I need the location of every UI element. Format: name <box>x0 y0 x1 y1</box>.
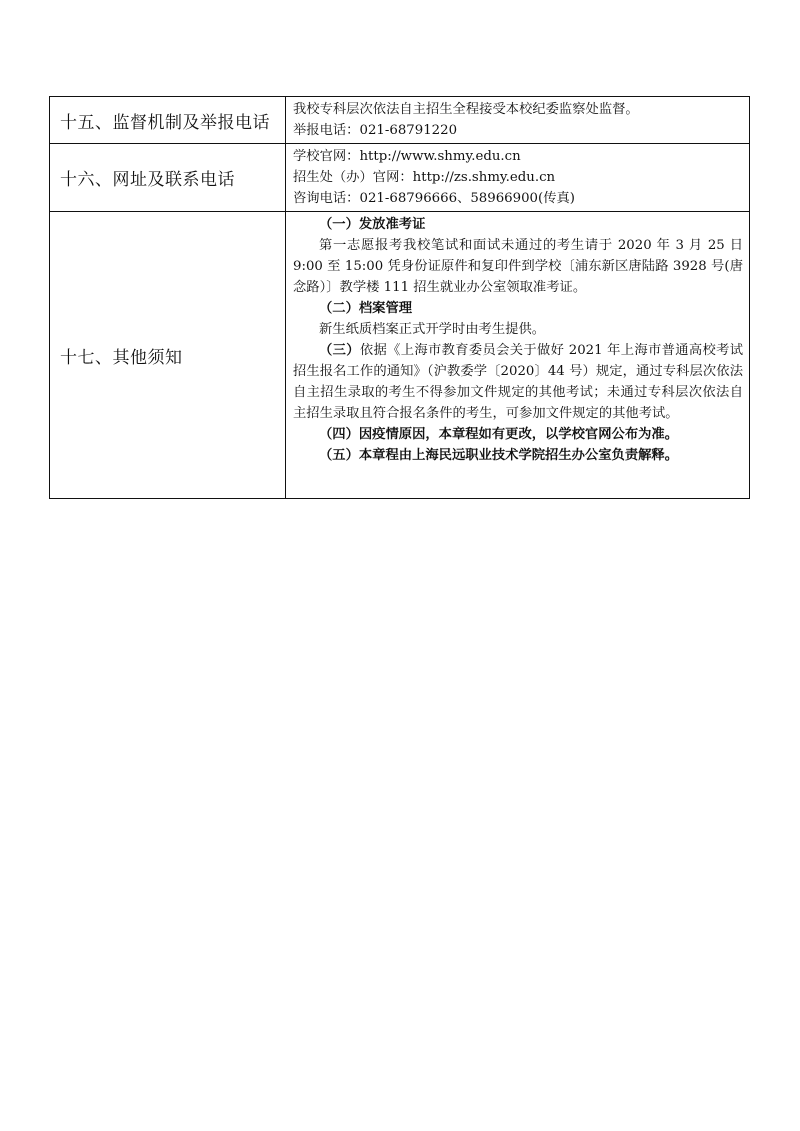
epidemic-notice: （四）因疫情原因，本章程如有更改，以学校官网公布为准。 <box>319 427 679 442</box>
archive-heading: （二）档案管理 <box>319 301 413 316</box>
regulations-table <box>49 96 750 499</box>
policy-basis-body: 依据《上海市教育委员会关于做好 2021 年上海市普通高校考试招生报名工作的通知》（沪教委学〔2020〕44 号）规定，通过专科层次依法自主招生录取的考生不得参加文件规定的其他考试；未通过专科层次依法自主招生录取且符合报名条件的考生，可参加文件规定的其他考试。 <box>293 343 744 421</box>
admission-ticket-heading: （一）发放准考证 <box>319 217 426 232</box>
section-15-label: 十五、监督机制及举报电话 <box>50 97 286 144</box>
policy-basis-text <box>293 340 743 424</box>
school-website: 学校官网：http://www.shmy.edu.cn <box>293 149 521 164</box>
table-row <box>50 97 750 144</box>
section-16-content <box>286 144 750 212</box>
table-row <box>50 144 750 212</box>
report-phone: 举报电话：021-68791220 <box>293 123 458 138</box>
consult-phone: 咨询电话：021-68796666、58966900(传真) <box>293 191 575 206</box>
interpretation-notice: （五）本章程由上海民远职业技术学院招生办公室负责解释。 <box>319 448 679 463</box>
section-17-content <box>286 212 750 499</box>
admissions-website: 招生处（办）官网：http://zs.shmy.edu.cn <box>293 170 556 185</box>
section-16-label: 十六、网址及联系电话 <box>50 144 286 212</box>
table-row <box>50 212 750 499</box>
policy-basis-number: （三） <box>319 343 360 358</box>
archive-text: 新生纸质档案正式开学时由考生提供。 <box>319 322 546 337</box>
section-15-content <box>286 97 750 144</box>
supervision-text: 我校专科层次依法自主招生全程接受本校纪委监察处监督。 <box>293 102 639 117</box>
section-17-label: 十七、其他须知 <box>50 212 286 499</box>
admission-ticket-text: 第一志愿报考我校笔试和面试未通过的考生请于 2020 年 3 月 25 日 9:00 至 15:00 凭身份证原件和复印件到学校〔浦东新区唐陆路 3928 号(唐念路）〕教学楼 111 招生就业办公室领取准考证。 <box>293 238 743 295</box>
